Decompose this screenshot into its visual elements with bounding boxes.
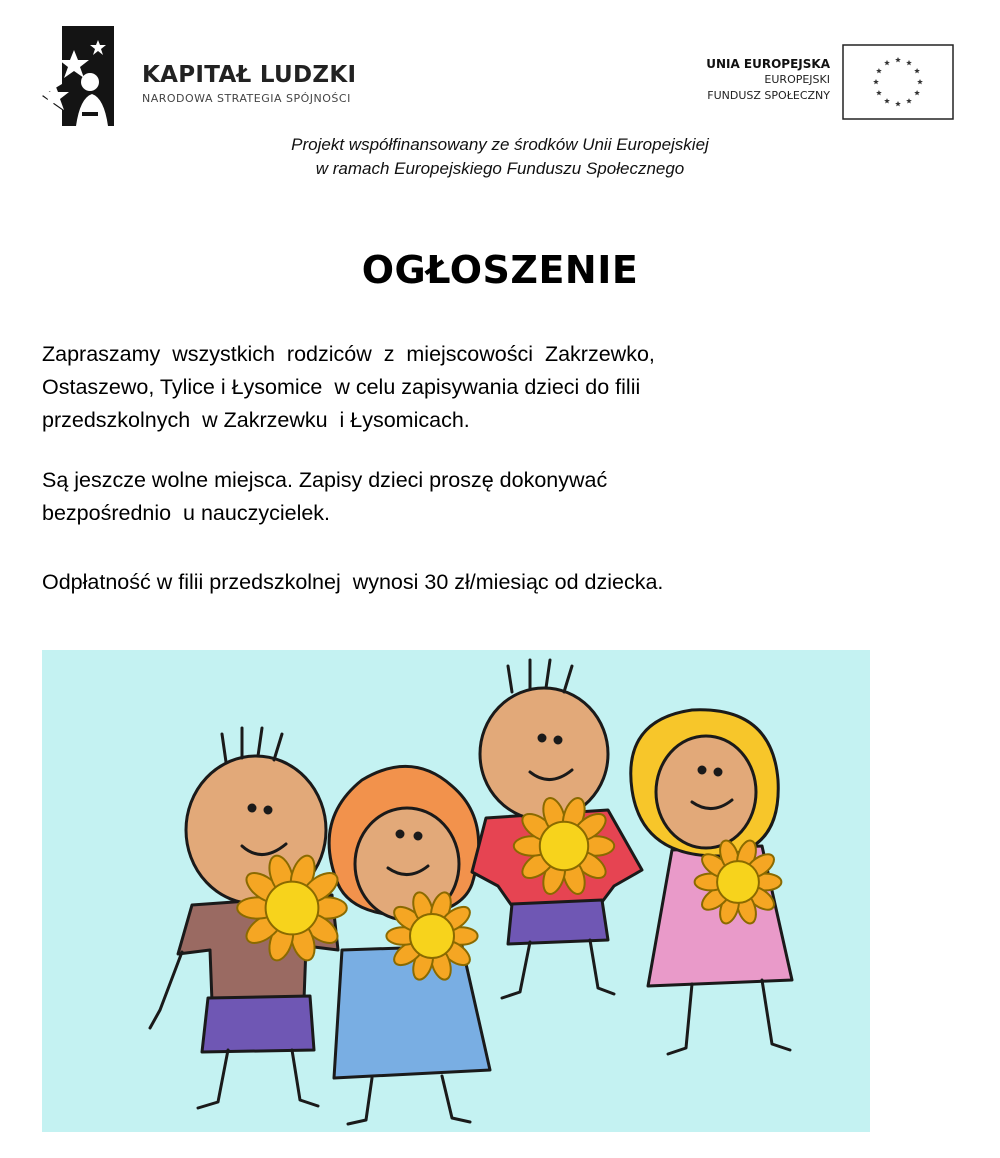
- paragraph-places: [42, 464, 862, 530]
- eu-logo-text: [706, 56, 830, 104]
- project-line-1: Projekt współfinansowany ze środków Unii Europejskiej: [291, 135, 709, 154]
- paragraph-invitation: [42, 338, 862, 437]
- paragraph-1-line-2: Ostaszewo, Tylice i Łysomice w celu zapisywania dzieci do filii: [42, 375, 641, 399]
- kapital-ludzki-subtitle: NARODOWA STRATEGIA SPÓJNOŚCI: [142, 92, 351, 105]
- kapital-ludzki-title: KAPITAŁ LUDZKI: [142, 62, 357, 88]
- eu-line-2: FUNDUSZ SPOŁECZNY: [707, 89, 830, 102]
- paragraph-1-line-3: przedszkolnych w Zakrzewku i Łysomicach.: [42, 408, 470, 432]
- paragraph-2-line-1: Są jeszcze wolne miejsca. Zapisy dzieci proszę dokonywać: [42, 468, 608, 492]
- paragraph-fee: Odpłatność w filii przedszkolnej wynosi 30 zł/miesiąc od dziecka.: [42, 570, 664, 594]
- eu-line-1: EUROPEJSKI: [764, 73, 830, 86]
- kapital-ludzki-text: [142, 62, 356, 105]
- eu-flag-icon: [842, 44, 954, 120]
- kapital-ludzki-logo: [42, 26, 114, 130]
- paragraph-1-line-1: Zapraszamy wszystkich rodziców z miejscowości Zakrzewko,: [42, 342, 655, 366]
- children-sunflowers-illustration: [42, 650, 870, 1132]
- eu-title: UNIA EUROPEJSKA: [706, 57, 830, 71]
- announcement-heading: OGŁOSZENIE: [361, 248, 639, 292]
- project-line-2: w ramach Europejskiego Funduszu Społecznego: [315, 159, 685, 178]
- paragraph-2-line-2: bezpośrednio u nauczycielek.: [42, 501, 331, 525]
- project-note: [0, 133, 1000, 181]
